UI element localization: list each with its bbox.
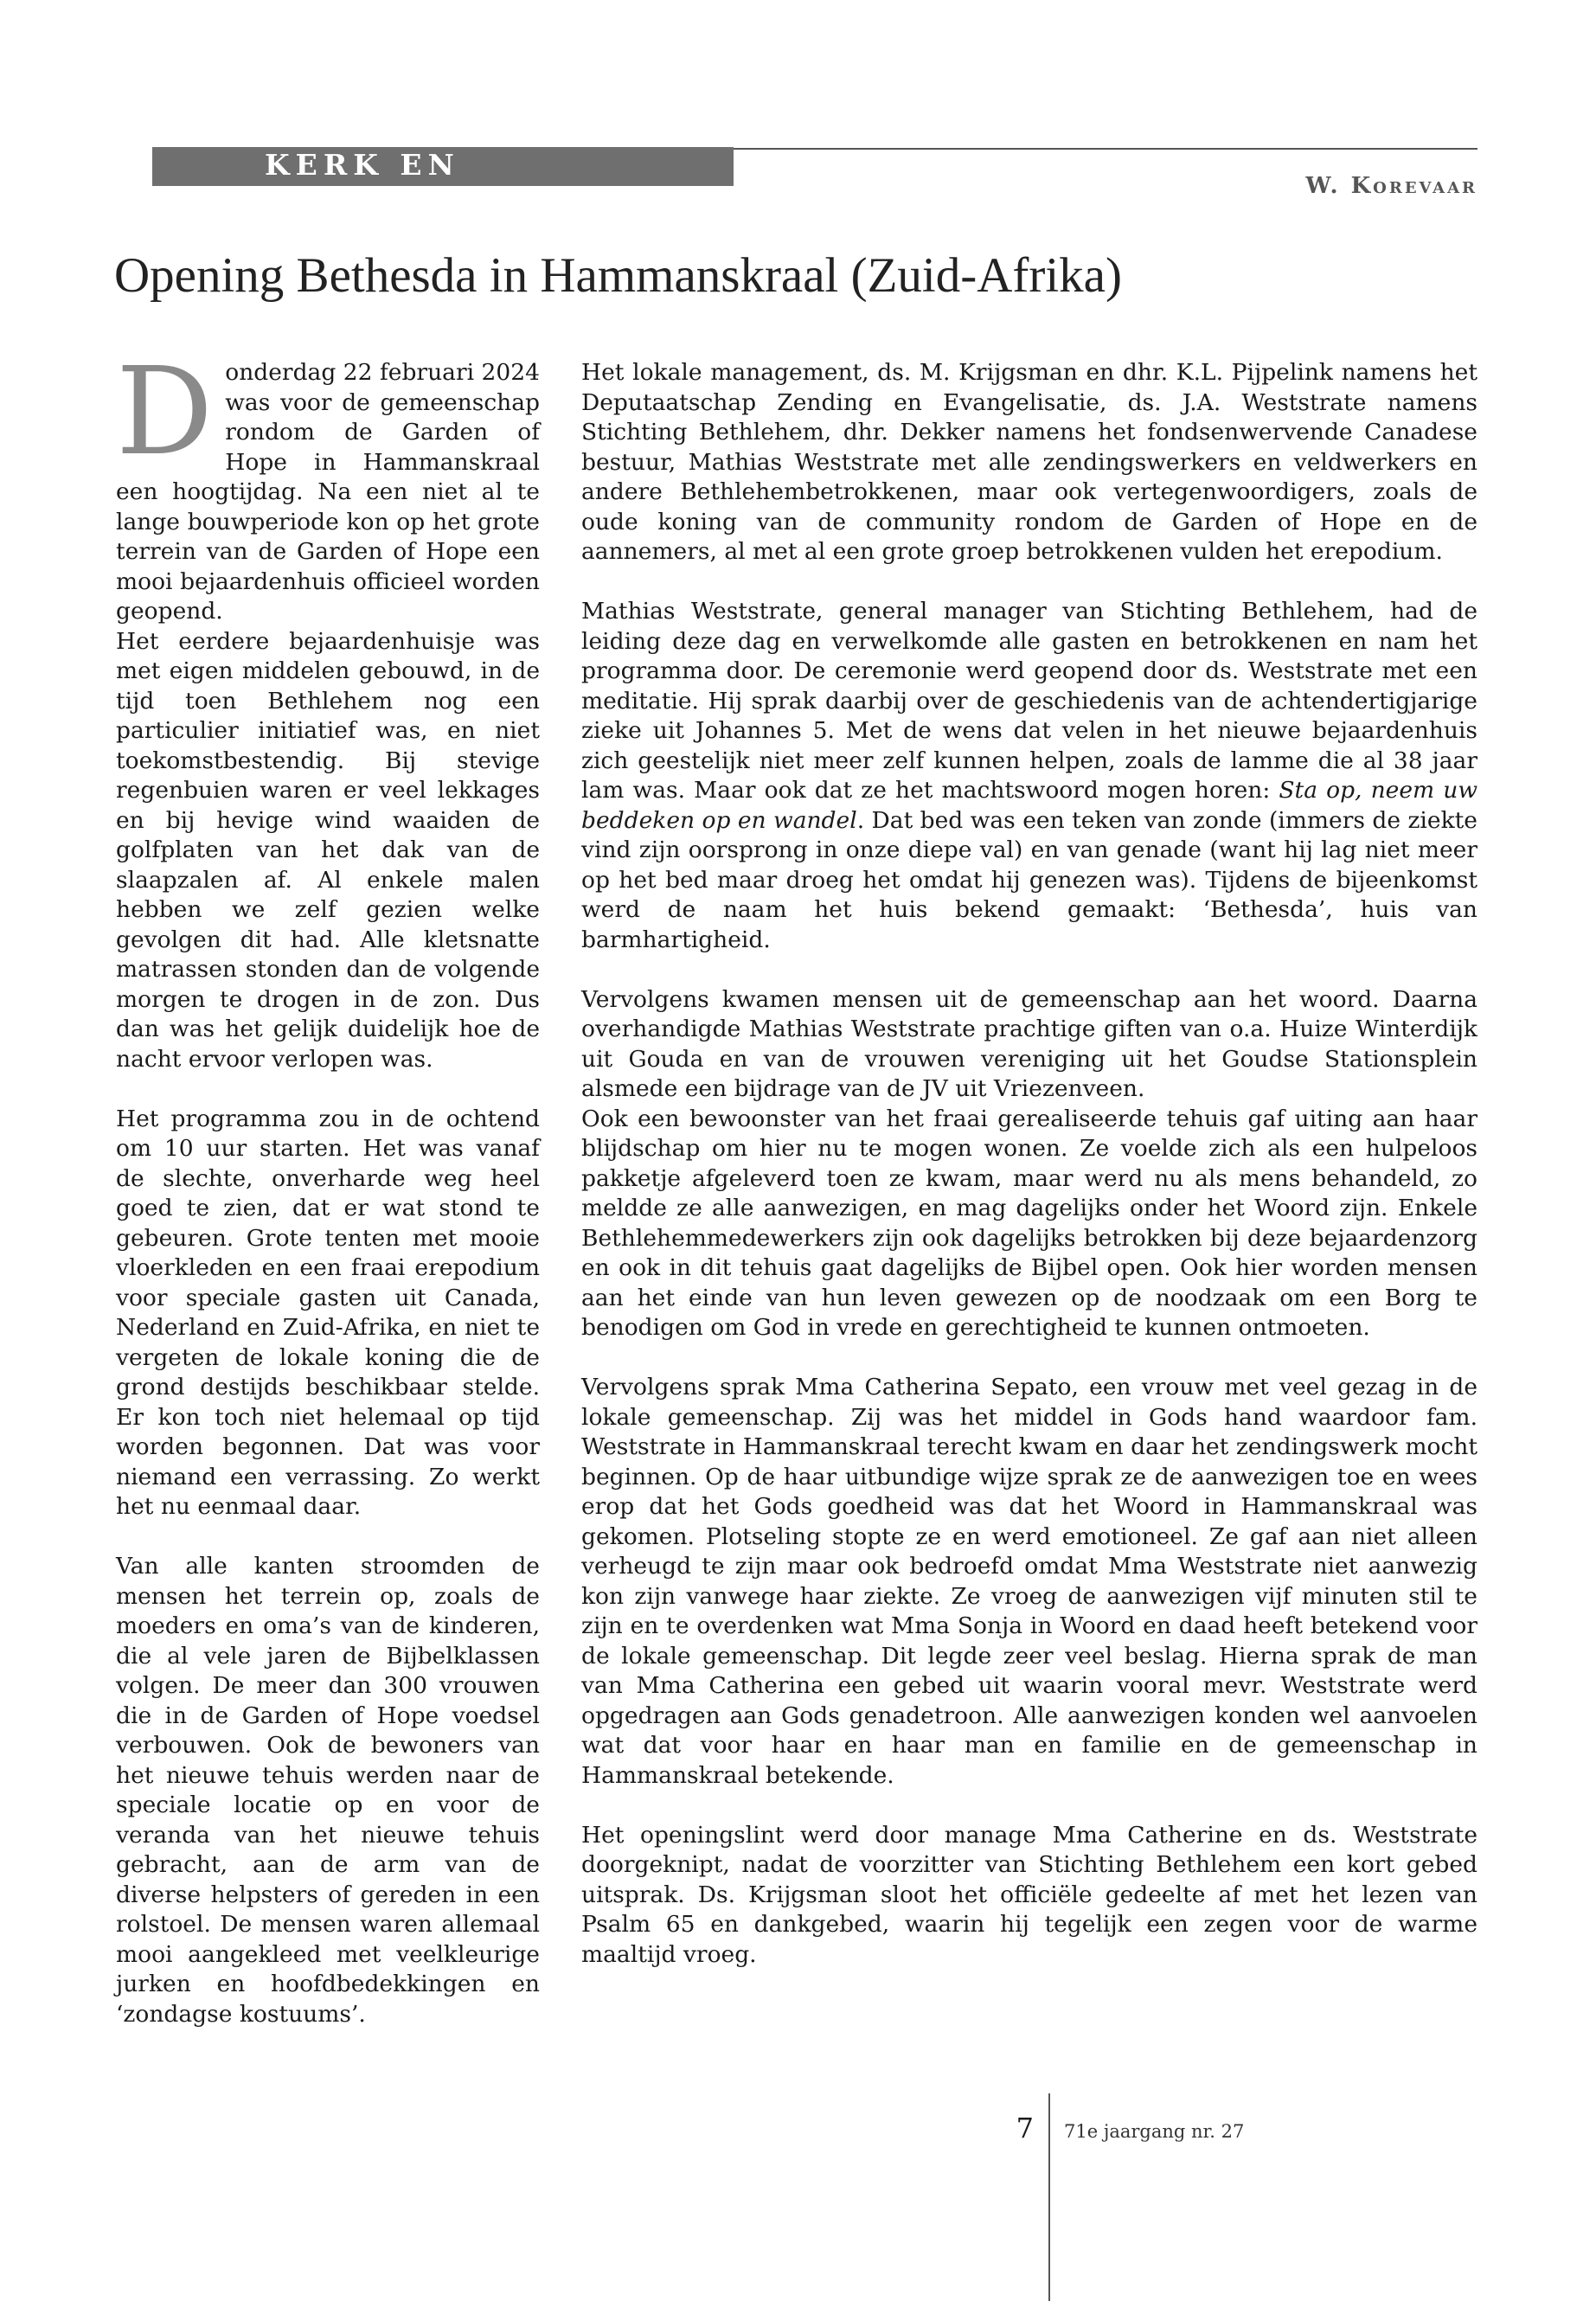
paragraph: Van alle kanten stroomden de mensen het terrein op, zoals de moeders en oma’s van de kinderen, die al vele jaren de Bijbelklassen volgen. De meer dan 300 vrouwen die in de Garden of Hope voedsel verbouwen. Ook de bewoners van het nieuwe tehuis werden naar de speciale locatie op en voor de veranda van het nieuwe tehuis gebracht, aan de arm van de diverse helpsters of gereden in een rolstoel. De mensen waren allemaal mooi aangekleed met veelkleurige jurken en hoofdbedekkingen en ‘zondagse kostuums’. [116,1553,540,2028]
header-rule [734,148,1477,150]
paragraph [116,342,540,627]
bible-quote: Sta op, neem uw beddeken op en wandel [581,777,1478,834]
section-label: KERK EN ZENDING [265,148,465,221]
author-name: W. Korevaar [1305,173,1477,199]
paragraph: Het eerdere bejaardenhuisje was met eigen middelen gebouwd, in de tijd toen Bethlehem nog een particulier initiatief was, en niet toekomstbestendig. Bij stevige regenbuien waren er veel lekkages en bij hevige wind waaiden de golfplaten van het dak van de slaapzalen af. Al enkele malen hebben we zelf gezien welke gevolgen dit had. Alle kletsnatte matrassen stonden dan de volgende morgen te drogen in de zon. Dus dan was het gelijk duidelijk hoe de nacht ervoor verlopen was. [116,627,540,1073]
paragraph-text: onderdag 22 februari 2024 was voor de gemeenschap rondom de Garden of Hope in Hammanskraal een hoogtijdag. Na een niet al te lange bouwperiode kon op het grote terrein van de Garden of Hope een mooi bejaardenhuis officieel worden geopend. [116,359,540,625]
left-column [116,342,540,2029]
paragraph: Het programma zou in de ochtend om 10 uur starten. Het was vanaf de slechte, onverharde weg heel goed te zien, dat er wat stond te gebeuren. Grote tenten met mooie vloerkleden en een fraai erepodium voor speciale gasten uit Canada, Nederland en Zuid-Afrika, en niet te vergeten de lokale koning die de grond destijds beschikbaar stelde. Er kon toch niet helemaal op tijd worden begonnen. Dat was voor niemand een verrassing. Zo werkt het nu eenmaal daar. [116,1105,540,1520]
paragraph-text: . Dat bed was een teken van zonde (immers de ziekte vind zijn oorsprong in onze diepe val) en van genade (want hij lag niet meer op het bed maar droeg het omdat hij genezen was). Tijdens de bijeenkomst werd de naam het huis bekend gemaakt: ‘Bethesda’, huis van barmhartigheid. [581,806,1477,953]
paragraph: Ook een bewoonster van het fraai gerealiseerde tehuis gaf uiting aan haar blijdschap om hier nu te mogen wonen. Ze voelde zich als een hulpeloos pakketje afgeleverd toen ze kwam, maar werd nu als mens behandeld, zo meldde ze alle aanwezigen, en mag dagelijks onder het Woord zijn. Enkele Bethlehemmedewerkers zijn ook dagelijks betrokken bij deze bejaardenzorg en ook in dit tehuis gaat dagelijks de Bijbel open. Ook hier worden mensen aan het einde van hun leven gewezen op de noodzaak om een Borg te benodigen om God in vrede en gerechtigheid te kunnen ontmoeten. [581,1105,1477,1341]
issue-label: 71e jaargang nr. 27 [1064,2121,1245,2142]
footer-rule [1048,2093,1050,2301]
paragraph: Het lokale management, ds. M. Krijgsman en dhr. K.L. Pijpelink namens het Deputaatschap Zending en Evangelisatie, ds. J.A. Weststrate namens Stichting Bethlehem, dhr. Dekker namens het fondsenwervende Canadese bestuur, Mathias Weststrate met alle zendingswerkers en veldwerkers en andere Bethlehembetrokkenen, maar ook vertegenwoordigers, zoals de oude koning van de community rondom de Garden of Hope en de aannemers, al met al een grote groep betrokkenen vulden het erepodium. [581,359,1477,565]
paragraph: Vervolgens kwamen mensen uit de gemeenschap aan het woord. Daarna overhandigde Mathias Weststrate prachtige giften van o.a. Huize Winterdijk uit Gouda en van de vrouwen vereniging uit het Goudse Stationsplein alsmede een bijdrage van de JV uit Vriezenveen. [581,985,1477,1102]
page-number: 7 [1016,2112,1034,2144]
paragraph [581,597,1477,955]
paragraph-text: Mathias Weststrate, general manager van Stichting Bethlehem, had de leiding deze dag en verwelkomde alle gasten en betrokkenen en nam het programma door. De ceremonie werd geopend door ds. Weststrate met een meditatie. Hij sprak daarbij over de geschiedenis van de achtendertigjarige zieke uit Johannes 5. Met de wens dat velen in het nieuwe bejaardenhuis zich geestelijk niet meer zelf kunnen helpen, zoals de lamme die al 38 jaar lam was. Maar ook dat ze het machtswoord mogen horen: [581,598,1477,804]
right-column [581,358,1477,1970]
paragraph: Het openingslint werd door manage Mma Catherine en ds. Weststrate doorgeknipt, nadat de voorzitter van Stichting Bethlehem een kort gebed uitsprak. Ds. Krijgsman sloot het officiële gedeelte af met het lezen van Psalm 65 en dankgebed, waarin hij tegelijk een zegen voor de warme maaltijd vroeg. [581,1821,1477,1968]
drop-cap: D [116,342,214,483]
paragraph: Vervolgens sprak Mma Catherina Sepato, een vrouw met veel gezag in de lokale gemeenschap. Zij was het middel in Gods hand waardoor fam. Weststrate in Hammanskraal terecht kwam en daar het zendingswerk mocht beginnen. Op de haar uitbundige wijze sprak ze de aanwezigen toe en wees erop dat het Gods goedheid was dat het Woord in Hammanskraal was gekomen. Plotseling stopte ze en werd emotioneel. Ze gaf aan niet alleen verheugd te zijn maar ook bedroefd omdat Mma Weststrate niet aanwezig kon zijn vanwege haar ziekte. Ze vroeg de aanwezigen vijf minuten stil te zijn en te overdenken wat Mma Sonja in Woord en daad heeft betekend voor de lokale gemeenschap. Dit legde zeer veel beslag. Hierna sprak de man van Mma Catherina een gebed uit waarin vooral mevr. Weststrate werd opgedragen aan Gods genadetroon. Alle aanwezigen konden wel aanvoelen wat dat voor haar en haar man en familie en de gemeenschap in Hammanskraal betekende. [581,1374,1477,1789]
article-title: Opening Bethesda in Hammanskraal (Zuid-Afrika) [114,248,1122,303]
